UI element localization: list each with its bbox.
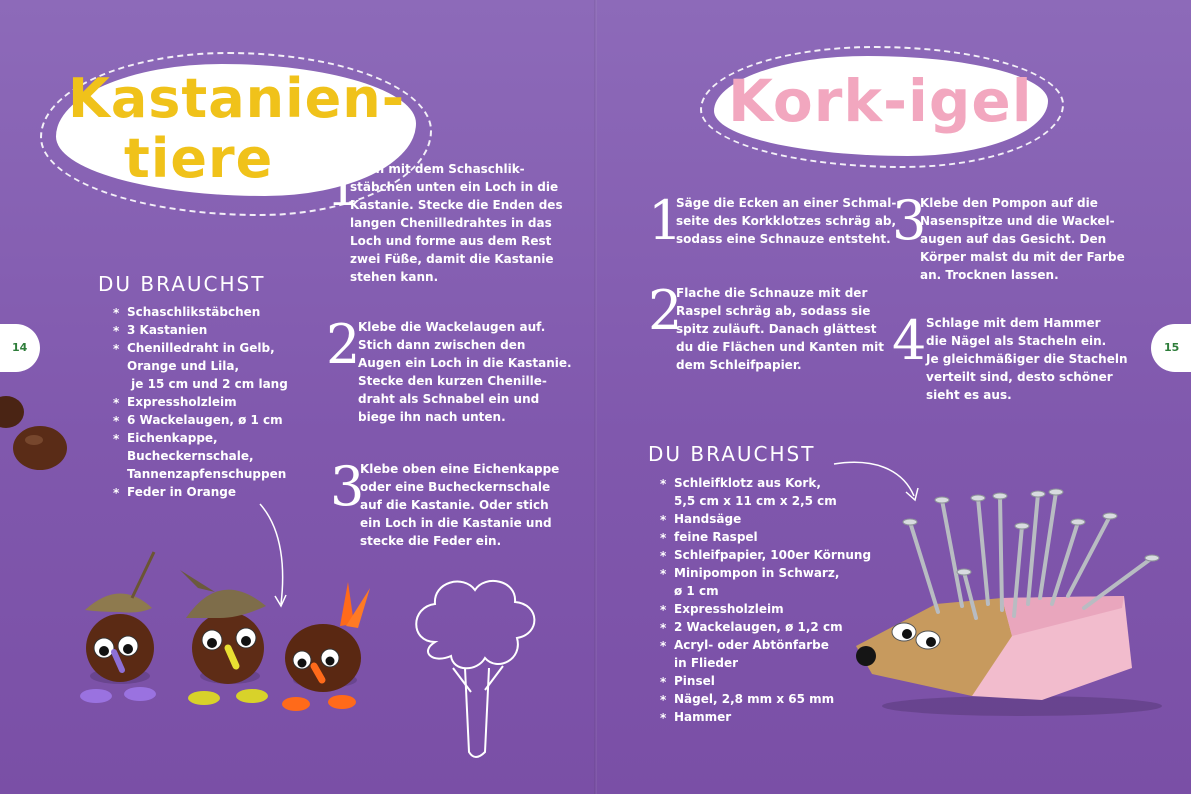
step-1 [648, 189, 897, 264]
material-item: * Chenilledraht in Gelb, Orange und Lila, je 15 cm und 2 cm lang [113, 339, 313, 393]
material-item: * Hammer [660, 708, 880, 726]
materials-heading: DU BRAUCHST [98, 272, 266, 296]
material-item: * Pinsel [660, 672, 880, 690]
material-item: * 2 Wackelaugen, ø 1,2 cm [660, 618, 880, 636]
step-text: Schlage mit dem Hammer die Nägel als Stacheln ein. Je gleichmäßiger die Stacheln verteilt sind, desto schöner sieht es aus. [926, 316, 1128, 402]
step-3 [330, 455, 560, 555]
step-2 [326, 313, 572, 428]
step-text: Klebe oben eine Eichenkappe oder eine Bucheckernschale auf die Kastanie. Oder stich ein Loch in die Kastanie und stecke die Feder ein. [360, 462, 560, 548]
material-item: * Nägel, 2,8 mm x 65 mm [660, 690, 880, 708]
step-number: 2 [648, 279, 683, 342]
step-text: Klebe die Wackelaugen auf. Stich dann zwischen den Augen ein Loch in die Kastanie. Stecke den kurzen Chenille- draht als Schnabel ein und biege ihn nach unten. [358, 320, 572, 424]
page-title-line2: tiere [124, 127, 274, 190]
materials-list [660, 474, 880, 726]
material-item: * Expressholzleim [113, 393, 313, 411]
step-number: 3 [330, 455, 365, 518]
material-item: * Schleifpapier, 100er Körnung [660, 546, 880, 564]
material-item: * 6 Wackelaugen, ø 1 cm [113, 411, 313, 429]
step-number: 2 [326, 313, 361, 376]
step-number: 1 [648, 189, 683, 252]
right-page [596, 0, 1191, 794]
cork-hedgehog-photo [852, 486, 1162, 718]
materials-list [113, 303, 313, 501]
step-text: Stich mit dem Schaschlik- stäbchen unten ein Loch in die Kastanie. Stecke die Enden des langen Chenilledrahtes in das Loch und forme aus dem Rest zwei Füße, damit die Kastanie stehen kann. [350, 162, 563, 284]
material-item: * Schleifklotz aus Kork, 5,5 cm x 11 cm x 2,5 cm [660, 474, 880, 510]
step-number: 1 [326, 155, 361, 218]
page-number-tab [1151, 324, 1191, 372]
chestnuts-photo [0, 390, 80, 480]
page-number: 15 [1164, 341, 1180, 354]
step-2 [648, 279, 888, 384]
material-item: * Acryl- oder Abtönfarbe in Flieder [660, 636, 880, 672]
material-item: * Minipompon in Schwarz, ø 1 cm [660, 564, 880, 600]
material-item: * 3 Kastanien [113, 321, 313, 339]
step-1 [326, 155, 563, 290]
material-item: * Schaschlikstäbchen [113, 303, 313, 321]
step-4 [892, 309, 1128, 414]
material-item: * Handsäge [660, 510, 880, 528]
tree-doodle [405, 572, 545, 768]
page-number: 14 [12, 341, 28, 354]
step-number: 3 [892, 189, 927, 252]
material-item: * feine Raspel [660, 528, 880, 546]
page-number-tab [0, 324, 40, 372]
step-text: Säge die Ecken an einer Schmal- seite des Korkklotzes schräg ab, sodass eine Schnauze entsteht. [676, 196, 897, 246]
page-title-line1: Kastanien- [68, 67, 406, 130]
step-text: Klebe den Pompon auf die Nasenspitze und die Wackel- augen auf das Gesicht. Den Körper malst du mit der Farbe an. Trocknen lassen. [920, 196, 1125, 282]
material-item: * Expressholzleim [660, 600, 880, 618]
materials-heading: DU BRAUCHST [648, 442, 816, 466]
step-3 [892, 189, 1125, 294]
page-title: Kork-igel [728, 67, 1033, 135]
left-page [0, 0, 595, 794]
material-item: * Eichenkappe, Bucheckernschale, Tannenzapfenschuppen [113, 429, 313, 483]
material-item: * Feder in Orange [113, 483, 313, 501]
chestnut-animals-photo [70, 548, 390, 728]
step-number: 4 [892, 309, 927, 372]
step-text: Flache die Schnauze mit der Raspel schräg ab, sodass sie spitz zuläuft. Danach glättest du die Flächen und Kanten mit dem Schleifpapier. [676, 286, 884, 372]
